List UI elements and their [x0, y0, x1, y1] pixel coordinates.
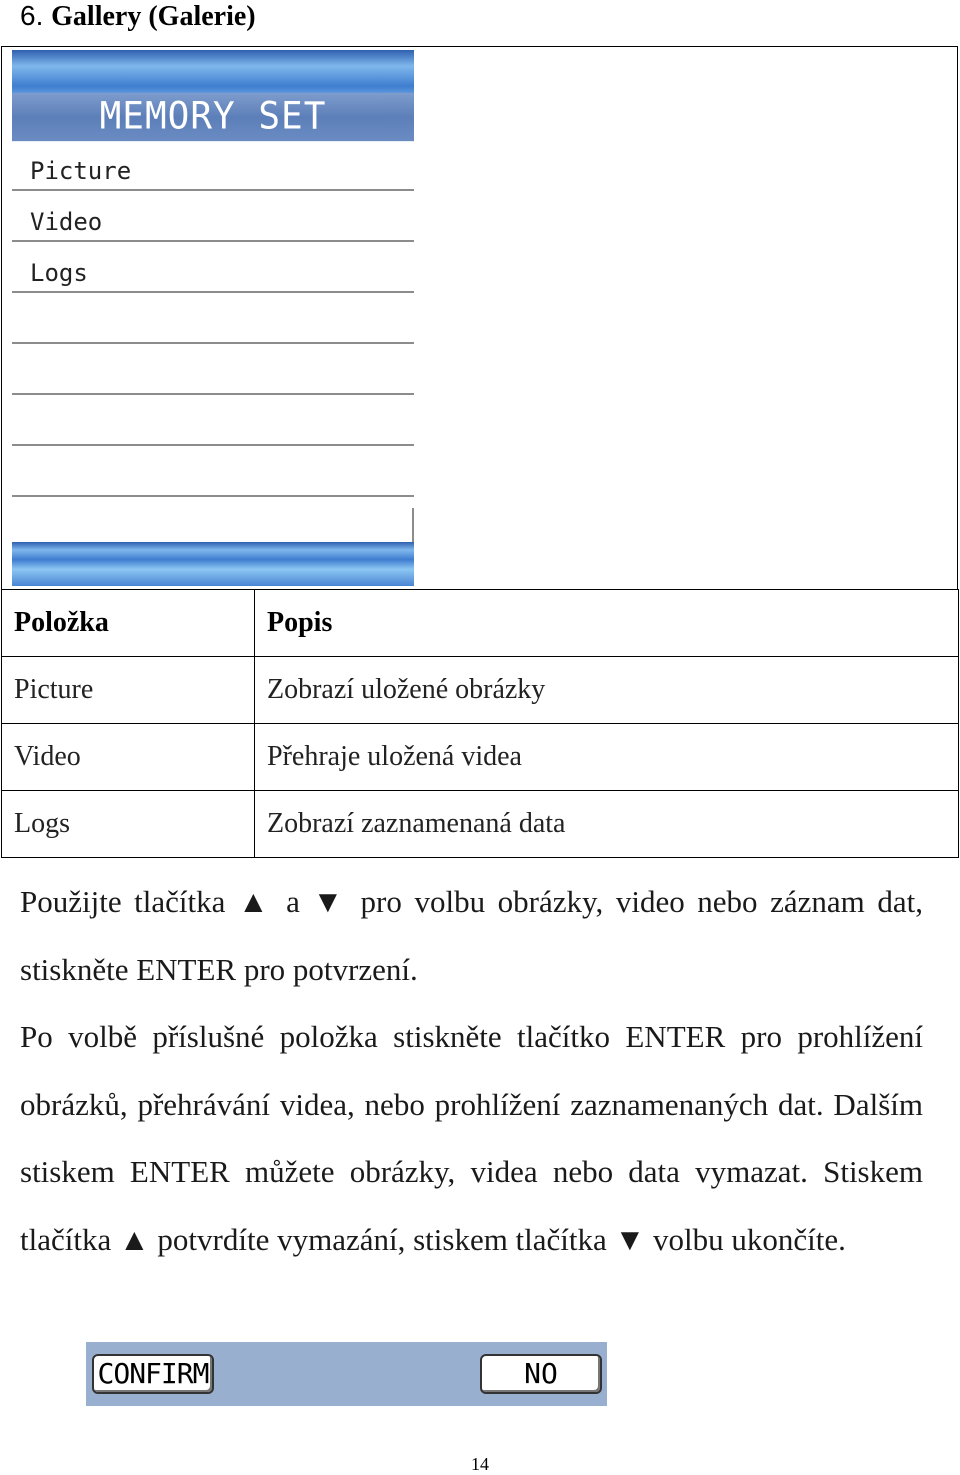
- menu-bottom-bar: [12, 542, 414, 586]
- table-row: [2, 657, 959, 724]
- instruction-paragraph: Po volbě příslušné položka stiskněte tlačítko ENTER pro prohlížení obrázků, přehrávání videa, nebo prohlížení zaznamenaných dat. Dalším stiskem ENTER můžete obrázky, videa nebo data vymazat. Stiskem tlačítka ▲ potvrdíte vymazání, stiskem tlačítka ▼ volbu ukončíte.: [20, 1019, 923, 1257]
- table-cell-item: Picture: [2, 657, 255, 724]
- menu-item-empty: [12, 446, 414, 497]
- menu-item-empty: [12, 395, 414, 446]
- menu-item-video[interactable]: Video: [12, 191, 414, 242]
- table-cell-description: Zobrazí zaznamenaná data: [255, 791, 959, 858]
- page-number: 14: [471, 1454, 489, 1474]
- table-header-item: Položka: [2, 590, 255, 657]
- menu-list: [12, 140, 414, 497]
- menu-item-empty: [12, 293, 414, 344]
- instruction-paragraph: Použijte tlačítka ▲ a ▼ pro volbu obrázky, video nebo záznam dat, stiskněte ENTER pro potvrzení.: [20, 884, 923, 987]
- no-button[interactable]: NO: [480, 1354, 602, 1394]
- menu-scroll-indicator: [412, 508, 414, 542]
- table-cell-description: Přehraje uložená videa: [255, 724, 959, 791]
- table-header-description: Popis: [255, 590, 959, 657]
- table-cell-item: Video: [2, 724, 255, 791]
- items-table: [1, 589, 959, 858]
- table-header-row: [2, 590, 959, 657]
- section-title: Gallery (Galerie): [51, 1, 256, 32]
- section-heading: [20, 0, 256, 33]
- memory-set-menu: [12, 50, 414, 586]
- section-number: 6.: [20, 0, 44, 31]
- confirm-button[interactable]: CONFIRM: [92, 1354, 214, 1394]
- menu-item-empty: [12, 344, 414, 395]
- menu-title: MEMORY SET: [12, 93, 414, 141]
- table-row: [2, 791, 959, 858]
- menu-item-picture[interactable]: Picture: [12, 140, 414, 191]
- table-cell-description: Zobrazí uložené obrázky: [255, 657, 959, 724]
- table-row: [2, 724, 959, 791]
- table-cell-item: Logs: [2, 791, 255, 858]
- confirm-dialog: [86, 1342, 607, 1406]
- menu-item-logs[interactable]: Logs: [12, 242, 414, 293]
